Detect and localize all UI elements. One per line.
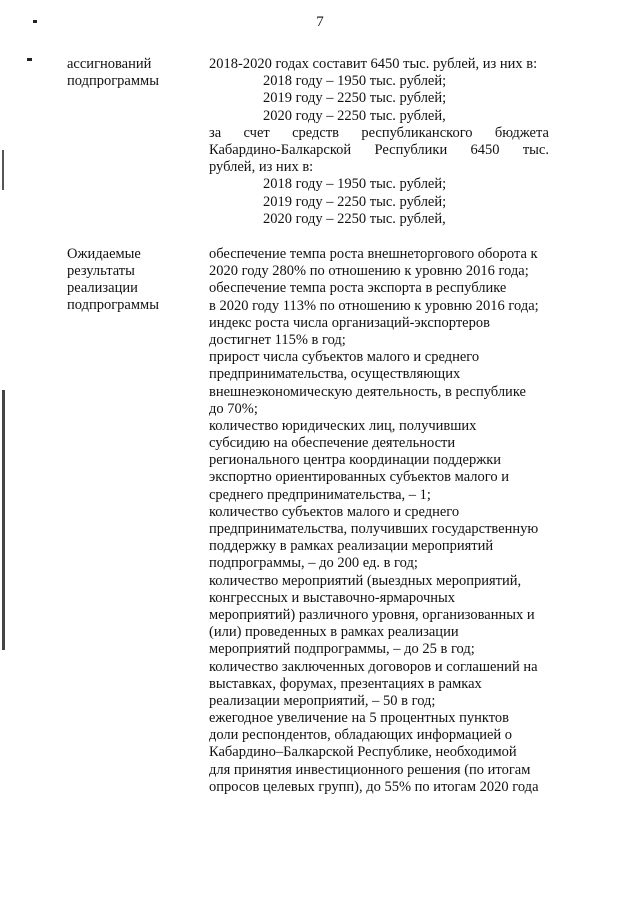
results-line: количество субъектов малого и среднего (209, 503, 460, 520)
funding-label-line-2: подпрограммы (67, 73, 159, 89)
funding-year-2019-b: 2019 году – 2250 тыс. рублей; (263, 193, 447, 210)
funding-source-word: счет (243, 124, 270, 141)
results-line: экспортно ориентированных субъектов малого и (209, 469, 509, 486)
results-content (209, 246, 549, 796)
funding-source-word: 6450 (470, 141, 500, 158)
funding-label-line-1: ассигнований (67, 56, 152, 72)
results-line: количество мероприятий (выездных мероприятий, (209, 572, 522, 589)
results-line: реализации мероприятий, – 50 в год; (209, 692, 436, 709)
funding-source-word: Республики (374, 141, 448, 158)
funding-source-word: тыс. (522, 141, 549, 158)
funding-year-2020-a: 2020 году – 2250 тыс. рублей, (263, 107, 446, 124)
funding-source-tail: рублей, из них в: (209, 159, 314, 176)
results-line: в 2020 году 113% по отношению к уровню 2016 года; (209, 297, 539, 314)
results-line: внешнеэкономическую деятельность, в республике (209, 383, 526, 400)
page-number: 7 (316, 14, 324, 30)
results-line: Кабардино–Балкарской Республике, необходимой (209, 744, 517, 761)
funding-year-2018-b: 2018 году – 1950 тыс. рублей; (263, 176, 447, 193)
results-line: (или) проведенных в рамках реализации (209, 624, 459, 641)
funding-source-word: средств (292, 124, 340, 141)
results-line: количество юридических лиц, получивших (209, 417, 477, 434)
results-line: опросов целевых групп), до 55% по итогам 2020 года (209, 778, 539, 795)
funding-label (67, 56, 187, 90)
results-line: выставках, форумах, презентациях в рамках (209, 675, 482, 692)
results-line: прирост числа субъектов малого и среднего (209, 349, 480, 366)
funding-content (209, 56, 549, 228)
results-line: 2020 году 280% по отношению к уровню 2016 года; (209, 263, 529, 280)
funding-source-word: Кабардино-Балкарской (209, 141, 352, 158)
funding-year-2018-a: 2018 году – 1950 тыс. рублей; (263, 73, 447, 90)
results-line: подпрограммы, – до 200 ед. в год; (209, 555, 418, 572)
funding-source-word: республиканского (361, 124, 473, 141)
results-line: предпринимательства, получивших государственную (209, 521, 539, 537)
results-line: обеспечение темпа роста внешнеторгового оборота к (209, 246, 538, 262)
results-line: среднего предпринимательства, – 1; (209, 486, 431, 503)
results-line: до 70%; (209, 400, 258, 417)
results-line: для принятия инвестиционного решения (по итогам (209, 761, 531, 778)
funding-source-line-1 (209, 125, 549, 142)
results-label-line-3: реализации (67, 280, 138, 296)
results-line: конгрессных и выставочно-ярмарочных (209, 589, 456, 606)
results-line: ежегодное увеличение на 5 процентных пунктов (209, 710, 509, 727)
funding-year-2020-b: 2020 году – 2250 тыс. рублей, (263, 210, 446, 227)
results-line: предпринимательства, осуществляющих (209, 366, 461, 383)
results-line: достигнет 115% в год; (209, 331, 346, 348)
results-label-line-4: подпрограммы (67, 297, 159, 313)
results-line: обеспечение темпа роста экспорта в республике (209, 280, 507, 297)
results-line: мероприятий подпрограммы, – до 25 в год; (209, 641, 475, 658)
results-label-line-1: Ожидаемые (67, 246, 141, 262)
results-line: поддержку в рамках реализации мероприятий (209, 538, 494, 555)
funding-intro: 2018-2020 годах составит 6450 тыс. рублей, из них в: (209, 56, 538, 72)
results-line: регионального центра координации поддержки (209, 452, 502, 469)
results-line: мероприятий) различного уровня, организованных и (209, 606, 535, 623)
results-label-line-2: результаты (67, 263, 135, 279)
results-label (67, 246, 187, 314)
funding-year-2019-a: 2019 году – 2250 тыс. рублей; (263, 90, 447, 107)
funding-source-word: за (209, 124, 222, 141)
results-line: доли респондентов, обладающих информацией о (209, 727, 513, 744)
results-line: индекс роста числа организаций-экспортеров (209, 314, 490, 331)
funding-source-line-2 (209, 142, 549, 159)
results-line: количество заключенных договоров и соглашений на (209, 658, 538, 675)
results-line: субсидию на обеспечение деятельности (209, 435, 456, 452)
funding-source-word: бюджета (494, 124, 549, 141)
